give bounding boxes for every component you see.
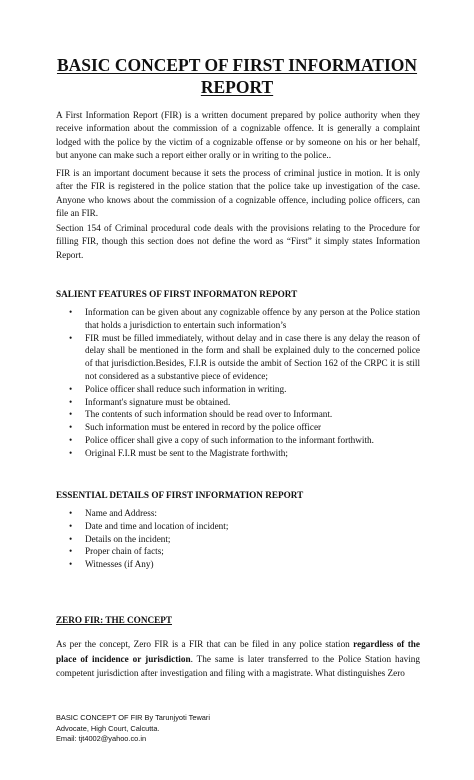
- list-item: • The contents of such information should be read over to Informant.: [56, 408, 420, 421]
- list-item: • Police officer shall give a copy of such information to the informant forthwith.: [56, 434, 420, 447]
- zero-fir-paragraph: [56, 637, 420, 681]
- intro-paragraph: Section 154 of Criminal procedural code deals with the provisions relating to the Procedure for filling FIR, though this section does not define the word as “First” it simply states Information Report.: [56, 223, 420, 260]
- essential-details-heading: ESSENTIAL DETAILS OF FIRST INFORMATION REPORT: [56, 490, 304, 500]
- list-item: • Details on the incident;: [56, 533, 420, 546]
- list-item: • Date and time and location of incident;: [56, 520, 420, 533]
- list-item: • Police officer shall reduce such information in writing.: [56, 383, 420, 396]
- salient-features-heading: SALIENT FEATURES OF FIRST INFORMATON REPORT: [56, 289, 298, 299]
- salient-features-list: [56, 306, 420, 460]
- intro-paragraph: A First Information Report (FIR) is a written document prepared by police authority when they receive information about the commission of a cognizable offence. It is generally a complaint lodged with the police by the victim of a cognizable offense or by someone on his or her behalf, but anyone can make such a report either orally or in writing to the police..: [56, 110, 420, 160]
- list-item: • Witnesses (if Any): [56, 558, 420, 571]
- document-title: BASIC CONCEPT OF FIRST INFORMATION REPORT: [56, 55, 418, 97]
- list-item: • Such information must be entered in record by the police officer: [56, 421, 420, 434]
- list-item: • Informant's signature must be obtained.: [56, 396, 420, 409]
- footer-line: Advocate, High Court, Calcutta.: [56, 723, 160, 733]
- intro-paragraph: FIR is an important document because it sets the process of criminal justice in motion. It is only after the FIR is registered in the police station that the police take up investigation of the case. Anyone who knows about the commission of a cognizable offence, including police officers, can file an FIR.: [56, 168, 420, 218]
- list-item: • Information can be given about any cognizable offence by any person at the Police station that holds a jurisdiction to entertain such information’s: [56, 306, 420, 332]
- list-item: • Proper chain of facts;: [56, 545, 420, 558]
- page-footer: [56, 713, 210, 745]
- zero-fir-heading: ZERO FIR: THE CONCEPT: [56, 615, 172, 625]
- zero-fir-text: . The same is later transferred to the Police Station having competent jurisdiction after investigation and filing with a magistrate. What distinguishes Zero: [56, 653, 420, 678]
- list-item: • FIR must be filled immediately, without delay and in case there is any delay the reason of delay shall be mentioned in the form and shall be explained duly to the concerned police of that jurisdiction.Besides, F.I.R is outside the ambit of Section 162 of the CRPC it is still not considered as a substantive piece of evidence;: [56, 332, 420, 383]
- footer-email: Email: tjt4002@yahoo.co.in: [56, 734, 147, 743]
- footer-line: BASIC CONCEPT OF FIR By Tarunjyoti Tewari: [56, 713, 211, 722]
- list-item: • Original F.I.R must be sent to the Magistrate forthwith;: [56, 447, 420, 460]
- list-item: • Name and Address:: [56, 507, 420, 520]
- essential-details-list: [56, 507, 420, 571]
- zero-fir-text: As per the concept, Zero FIR is a FIR that can be filed in any police station: [56, 639, 354, 649]
- zero-fir-emphasis: regardless of the place of incidence or jurisdiction: [56, 639, 420, 664]
